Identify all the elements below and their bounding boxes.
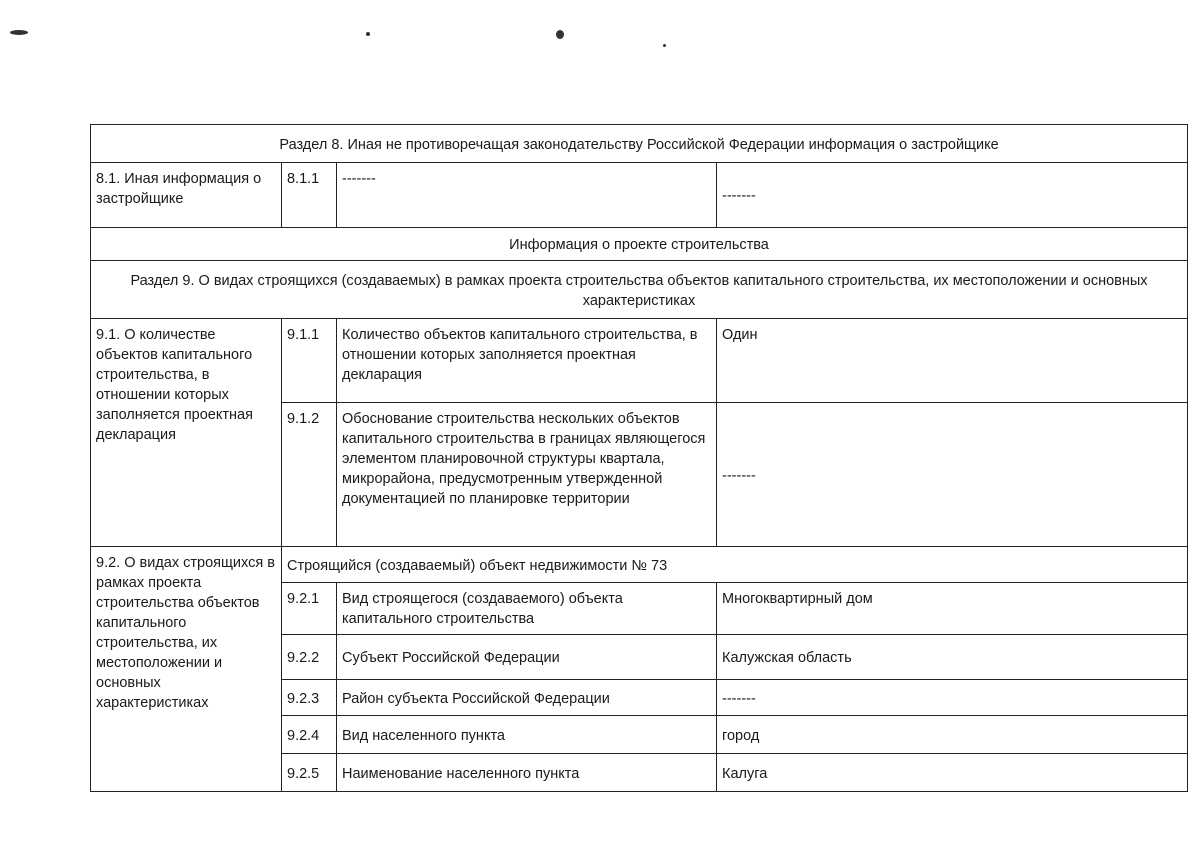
scan-speck bbox=[10, 30, 28, 35]
row-code: 9.2.2 bbox=[282, 635, 337, 680]
row-value: Калужская область bbox=[717, 635, 1188, 680]
section9-title: Раздел 9. О видах строящихся (создаваемых) в рамках проекта строительства объектов капитального строительства, их местоположении и основных характеристиках bbox=[91, 261, 1188, 319]
row-code: 9.2.1 bbox=[282, 583, 337, 635]
group-label: 8.1. Иная информация о застройщике bbox=[91, 163, 282, 228]
row-code: 8.1.1 bbox=[282, 163, 337, 228]
row-label: ------- bbox=[337, 163, 717, 228]
row-code: 9.1.1 bbox=[282, 319, 337, 403]
row-label: Вид населенного пункта bbox=[337, 716, 717, 754]
row-code: 9.2.5 bbox=[282, 754, 337, 792]
group-label: 9.1. О количестве объектов капитального строительства, в отношении которых заполняется проектная декларация bbox=[91, 319, 282, 547]
scan-speck bbox=[663, 44, 666, 47]
row-label: Обоснование строительства нескольких объектов капитального строительства в границах являющегося элементом планировочной структуры квартала, микрорайона, предусмотренным утвержденной документацией по планировке территории bbox=[337, 403, 717, 547]
row-value: Один bbox=[717, 319, 1188, 403]
group-label: 9.2. О видах строящихся в рамках проекта строительства объектов капитального строительства, их местоположении и основных характеристиках bbox=[91, 547, 282, 792]
row-value: ------- bbox=[717, 403, 1188, 547]
row-code: 9.2.4 bbox=[282, 716, 337, 754]
section8-title: Раздел 8. Иная не противоречащая законодательству Российской Федерации информация о застройщике bbox=[91, 125, 1188, 163]
row-value: Многоквартирный дом bbox=[717, 583, 1188, 635]
row-value: ------- bbox=[717, 680, 1188, 716]
row-code: 9.2.3 bbox=[282, 680, 337, 716]
row-value: город bbox=[717, 716, 1188, 754]
row-label: Наименование населенного пункта bbox=[337, 754, 717, 792]
row-label: Субъект Российской Федерации bbox=[337, 635, 717, 680]
row-label: Количество объектов капитального строительства, в отношении которых заполняется проектная декларация bbox=[337, 319, 717, 403]
object-title: Строящийся (создаваемый) объект недвижимости № 73 bbox=[282, 547, 1188, 583]
project-info-title: Информация о проекте строительства bbox=[91, 228, 1188, 261]
row-label: Вид строящегося (создаваемого) объекта капитального строительства bbox=[337, 583, 717, 635]
row-value: Калуга bbox=[717, 754, 1188, 792]
declaration-table bbox=[90, 124, 1188, 792]
row-label: Район субъекта Российской Федерации bbox=[337, 680, 717, 716]
row-value: ------- bbox=[717, 163, 1188, 228]
scan-speck bbox=[556, 30, 564, 39]
scan-speck bbox=[366, 32, 370, 36]
row-code: 9.1.2 bbox=[282, 403, 337, 547]
